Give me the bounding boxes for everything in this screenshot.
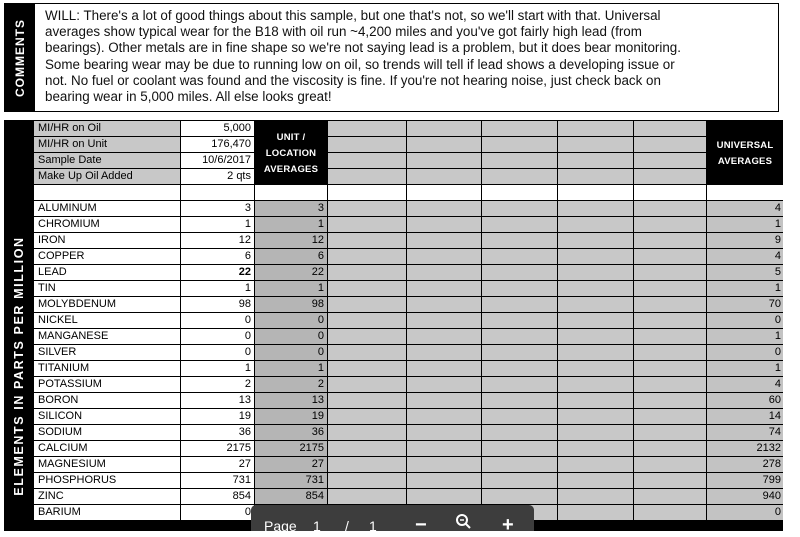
- element-value: 0: [181, 313, 254, 328]
- element-empty-col-1: [328, 473, 406, 488]
- element-value: 13: [181, 393, 254, 408]
- spacer-value: [181, 185, 254, 200]
- element-value: 0: [181, 329, 254, 344]
- element-empty-col-5: [634, 393, 706, 408]
- element-empty-col-4: [558, 425, 633, 440]
- element-name: BARIUM: [34, 505, 180, 520]
- element-empty-col-4: [558, 441, 633, 456]
- element-name: MOLYBDENUM: [34, 297, 180, 312]
- element-empty-col-1: [328, 297, 406, 312]
- element-empty-col-3: [482, 473, 557, 488]
- element-empty-col-3: [482, 393, 557, 408]
- meta-empty-col-4: [558, 169, 633, 184]
- element-empty-col-5: [634, 489, 706, 504]
- element-empty-col-1: [328, 361, 406, 376]
- meta-empty-col-2: [407, 121, 481, 136]
- element-empty-col-5: [634, 249, 706, 264]
- element-empty-col-3: [482, 233, 557, 248]
- element-empty-col-1: [328, 441, 406, 456]
- element-value: 98: [181, 297, 254, 312]
- meta-empty-col-1: [328, 121, 406, 136]
- element-empty-col-3: [482, 201, 557, 216]
- element-empty-col-1: [328, 425, 406, 440]
- element-unit-average: 36: [255, 425, 327, 440]
- element-value: 12: [181, 233, 254, 248]
- element-universal-average: 9: [707, 233, 783, 248]
- element-empty-col-3: [482, 249, 557, 264]
- element-unit-average: 1: [255, 361, 327, 376]
- meta-label: Sample Date: [34, 153, 180, 168]
- element-universal-average: 1: [707, 217, 783, 232]
- element-unit-average: 0: [255, 329, 327, 344]
- element-empty-col-3: [482, 457, 557, 472]
- element-empty-col-1: [328, 409, 406, 424]
- meta-empty-col-4: [558, 137, 633, 152]
- element-unit-average: 19: [255, 409, 327, 424]
- element-empty-col-4: [558, 505, 633, 520]
- element-empty-col-2: [407, 441, 481, 456]
- unit-location-averages-header: UNIT / LOCATION AVERAGES: [263, 132, 319, 175]
- element-empty-col-1: [328, 377, 406, 392]
- element-empty-col-2: [407, 329, 481, 344]
- element-empty-col-5: [634, 265, 706, 280]
- element-empty-col-1: [328, 281, 406, 296]
- element-empty-col-4: [558, 361, 633, 376]
- page-separator: /: [345, 518, 349, 534]
- element-empty-col-4: [558, 345, 633, 360]
- element-empty-col-3: [482, 425, 557, 440]
- spacer-col-3: [482, 185, 557, 200]
- element-empty-col-3: [482, 361, 557, 376]
- page-label: Page: [264, 518, 297, 534]
- element-empty-col-1: [328, 345, 406, 360]
- element-name: ALUMINUM: [34, 201, 180, 216]
- element-empty-col-1: [328, 217, 406, 232]
- meta-empty-col-4: [558, 121, 633, 136]
- element-name: NICKEL: [34, 313, 180, 328]
- spacer-universal: [707, 185, 783, 200]
- element-empty-col-4: [558, 233, 633, 248]
- element-empty-col-3: [482, 329, 557, 344]
- element-empty-col-2: [407, 233, 481, 248]
- element-name: SODIUM: [34, 425, 180, 440]
- comments-box: [4, 3, 779, 112]
- element-value: 1: [181, 217, 254, 232]
- element-empty-col-3: [482, 281, 557, 296]
- element-value: 1: [181, 361, 254, 376]
- element-empty-col-2: [407, 361, 481, 376]
- element-empty-col-5: [634, 361, 706, 376]
- element-empty-col-5: [634, 201, 706, 216]
- element-empty-col-5: [634, 329, 706, 344]
- element-value: 0: [181, 505, 254, 520]
- element-universal-average: 799: [707, 473, 783, 488]
- element-empty-col-4: [558, 377, 633, 392]
- meta-empty-col-5: [634, 153, 706, 168]
- element-name: IRON: [34, 233, 180, 248]
- element-unit-average: 0: [255, 313, 327, 328]
- element-empty-col-3: [482, 409, 557, 424]
- element-empty-col-4: [558, 265, 633, 280]
- spacer-col-2: [407, 185, 481, 200]
- element-universal-average: 1: [707, 281, 783, 296]
- element-empty-col-1: [328, 393, 406, 408]
- element-empty-col-4: [558, 313, 633, 328]
- element-name: SILVER: [34, 345, 180, 360]
- element-empty-col-5: [634, 505, 706, 520]
- element-name: MANGANESE: [34, 329, 180, 344]
- element-universal-average: 4: [707, 201, 783, 216]
- element-empty-col-2: [407, 313, 481, 328]
- element-empty-col-4: [558, 329, 633, 344]
- element-empty-col-5: [634, 457, 706, 472]
- element-empty-col-2: [407, 201, 481, 216]
- element-empty-col-2: [407, 409, 481, 424]
- element-empty-col-5: [634, 297, 706, 312]
- element-empty-col-5: [634, 217, 706, 232]
- element-empty-col-4: [558, 393, 633, 408]
- element-name: SILICON: [34, 409, 180, 424]
- element-universal-average: 278: [707, 457, 783, 472]
- element-unit-average: 2: [255, 377, 327, 392]
- meta-value: 2 qts: [181, 169, 254, 184]
- element-unit-average: 1: [255, 217, 327, 232]
- element-value: 27: [181, 457, 254, 472]
- spacer-col-5: [634, 185, 706, 200]
- element-empty-col-1: [328, 313, 406, 328]
- element-unit-average: 13: [255, 393, 327, 408]
- element-unit-average: 27: [255, 457, 327, 472]
- element-unit-average: 854: [255, 489, 327, 504]
- element-universal-average: 74: [707, 425, 783, 440]
- element-empty-col-2: [407, 473, 481, 488]
- element-empty-col-5: [634, 425, 706, 440]
- element-name: CALCIUM: [34, 441, 180, 456]
- element-value: 36: [181, 425, 254, 440]
- element-empty-col-2: [407, 345, 481, 360]
- meta-label: MI/HR on Unit: [34, 137, 180, 152]
- spacer-unit: [255, 185, 327, 200]
- meta-value: 5,000: [181, 121, 254, 136]
- meta-empty-col-3: [482, 153, 557, 168]
- element-value: 3: [181, 201, 254, 216]
- element-empty-col-2: [407, 425, 481, 440]
- meta-value: 176,470: [181, 137, 254, 152]
- element-unit-average: 1: [255, 281, 327, 296]
- element-empty-col-3: [482, 377, 557, 392]
- element-universal-average: 4: [707, 249, 783, 264]
- element-value: 0: [181, 345, 254, 360]
- element-universal-average: 0: [707, 345, 783, 360]
- element-empty-col-1: [328, 201, 406, 216]
- element-name: POTASSIUM: [34, 377, 180, 392]
- element-universal-average: 14: [707, 409, 783, 424]
- element-unit-average: 2175: [255, 441, 327, 456]
- element-name: MAGNESIUM: [34, 457, 180, 472]
- element-value: 2: [181, 377, 254, 392]
- element-empty-col-1: [328, 489, 406, 504]
- element-empty-col-2: [407, 377, 481, 392]
- meta-empty-col-2: [407, 169, 481, 184]
- element-empty-col-5: [634, 441, 706, 456]
- element-value: 22: [181, 265, 254, 280]
- element-value: 6: [181, 249, 254, 264]
- element-universal-average: 4: [707, 377, 783, 392]
- element-empty-col-4: [558, 281, 633, 296]
- zoom-in-button[interactable]: +: [502, 514, 514, 536]
- element-universal-average: 0: [707, 313, 783, 328]
- element-universal-average: 1: [707, 329, 783, 344]
- element-value: 2175: [181, 441, 254, 456]
- meta-label: Make Up Oil Added: [34, 169, 180, 184]
- comments-label: [5, 4, 35, 111]
- element-empty-col-2: [407, 457, 481, 472]
- element-unit-average: 0: [255, 345, 327, 360]
- element-empty-col-3: [482, 441, 557, 456]
- element-value: 1: [181, 281, 254, 296]
- element-name: BORON: [34, 393, 180, 408]
- element-empty-col-4: [558, 457, 633, 472]
- meta-empty-col-4: [558, 153, 633, 168]
- lab-report-table: [4, 120, 783, 531]
- element-universal-average: 70: [707, 297, 783, 312]
- meta-empty-col-1: [328, 137, 406, 152]
- element-empty-col-1: [328, 249, 406, 264]
- element-empty-col-2: [407, 281, 481, 296]
- element-empty-col-3: [482, 489, 557, 504]
- element-empty-col-2: [407, 265, 481, 280]
- comments-text: WILL: There's a lot of good things about this sample, but one that's not, so we'll start with that. Universal averages show typical wear for the B18 with oil run ~4,200 miles and you've got fairly high lead (from bearings). Other metals are in fine shape so we're not saying lead is a problem, but it does bear monitoring. Some bearing wear may be due to running low on oil, so trends will tell if lead shows a developing issue or not. No fuel or coolant was found and the viscosity is fine. If you're not hearing noise, just check back on bearing wear in 5,000 miles. All else looks great!: [45, 8, 681, 105]
- element-empty-col-5: [634, 345, 706, 360]
- element-unit-average: 6: [255, 249, 327, 264]
- element-name: PHOSPHORUS: [34, 473, 180, 488]
- element-empty-col-2: [407, 217, 481, 232]
- pdf-page-toolbar: [251, 505, 534, 536]
- meta-empty-col-5: [634, 137, 706, 152]
- element-empty-col-5: [634, 233, 706, 248]
- element-universal-average: 2132: [707, 441, 783, 456]
- element-empty-col-1: [328, 457, 406, 472]
- element-universal-average: 5: [707, 265, 783, 280]
- element-empty-col-5: [634, 409, 706, 424]
- element-universal-average: 0: [707, 505, 783, 520]
- element-empty-col-4: [558, 409, 633, 424]
- element-empty-col-2: [407, 297, 481, 312]
- element-unit-average: 98: [255, 297, 327, 312]
- meta-empty-col-1: [328, 169, 406, 184]
- comments-label-text: COMMENTS: [13, 18, 27, 97]
- element-empty-col-2: [407, 393, 481, 408]
- element-name: COPPER: [34, 249, 180, 264]
- element-empty-col-5: [634, 313, 706, 328]
- element-name: TIN: [34, 281, 180, 296]
- meta-empty-col-3: [482, 169, 557, 184]
- element-empty-col-1: [328, 329, 406, 344]
- zoom-reset-button[interactable]: [455, 512, 471, 535]
- element-empty-col-3: [482, 345, 557, 360]
- meta-empty-col-2: [407, 137, 481, 152]
- element-empty-col-3: [482, 297, 557, 312]
- element-empty-col-4: [558, 249, 633, 264]
- spacer-col-1: [328, 185, 406, 200]
- meta-empty-col-3: [482, 121, 557, 136]
- meta-label: MI/HR on Oil: [34, 121, 180, 136]
- element-empty-col-1: [328, 233, 406, 248]
- element-empty-col-5: [634, 281, 706, 296]
- element-empty-col-4: [558, 217, 633, 232]
- element-empty-col-3: [482, 313, 557, 328]
- meta-empty-col-5: [634, 169, 706, 184]
- element-value: 731: [181, 473, 254, 488]
- element-empty-col-1: [328, 265, 406, 280]
- side-label: [4, 200, 34, 531]
- element-empty-col-4: [558, 489, 633, 504]
- meta-empty-col-5: [634, 121, 706, 136]
- element-value: 19: [181, 409, 254, 424]
- element-universal-average: 1: [707, 361, 783, 376]
- element-empty-col-3: [482, 265, 557, 280]
- element-universal-average: 940: [707, 489, 783, 504]
- element-empty-col-4: [558, 297, 633, 312]
- meta-empty-col-1: [328, 153, 406, 168]
- meta-value: 10/6/2017: [181, 153, 254, 168]
- meta-empty-col-3: [482, 137, 557, 152]
- element-unit-average: 22: [255, 265, 327, 280]
- total-pages: 1: [369, 518, 377, 534]
- zoom-out-button[interactable]: −: [415, 514, 427, 536]
- magnifier-icon: [455, 513, 471, 529]
- spacer-col-4: [558, 185, 633, 200]
- element-unit-average: 731: [255, 473, 327, 488]
- element-empty-col-5: [634, 377, 706, 392]
- meta-empty-col-2: [407, 153, 481, 168]
- element-empty-col-4: [558, 473, 633, 488]
- element-empty-col-4: [558, 201, 633, 216]
- element-empty-col-2: [407, 249, 481, 264]
- element-empty-col-5: [634, 473, 706, 488]
- element-universal-average: 60: [707, 393, 783, 408]
- element-value: 854: [181, 489, 254, 504]
- element-name: LEAD: [34, 265, 180, 280]
- element-empty-col-3: [482, 217, 557, 232]
- element-name: ZINC: [34, 489, 180, 504]
- current-page-number[interactable]: 1: [313, 518, 321, 534]
- element-unit-average: 3: [255, 201, 327, 216]
- side-label-text: ELEMENTS IN PARTS PER MILLION: [12, 235, 26, 496]
- element-name: TITANIUM: [34, 361, 180, 376]
- element-name: CHROMIUM: [34, 217, 180, 232]
- element-empty-col-2: [407, 489, 481, 504]
- universal-averages-header: UNIVERSAL AVERAGES: [716, 140, 774, 167]
- spacer-label: [34, 185, 180, 200]
- element-unit-average: 12: [255, 233, 327, 248]
